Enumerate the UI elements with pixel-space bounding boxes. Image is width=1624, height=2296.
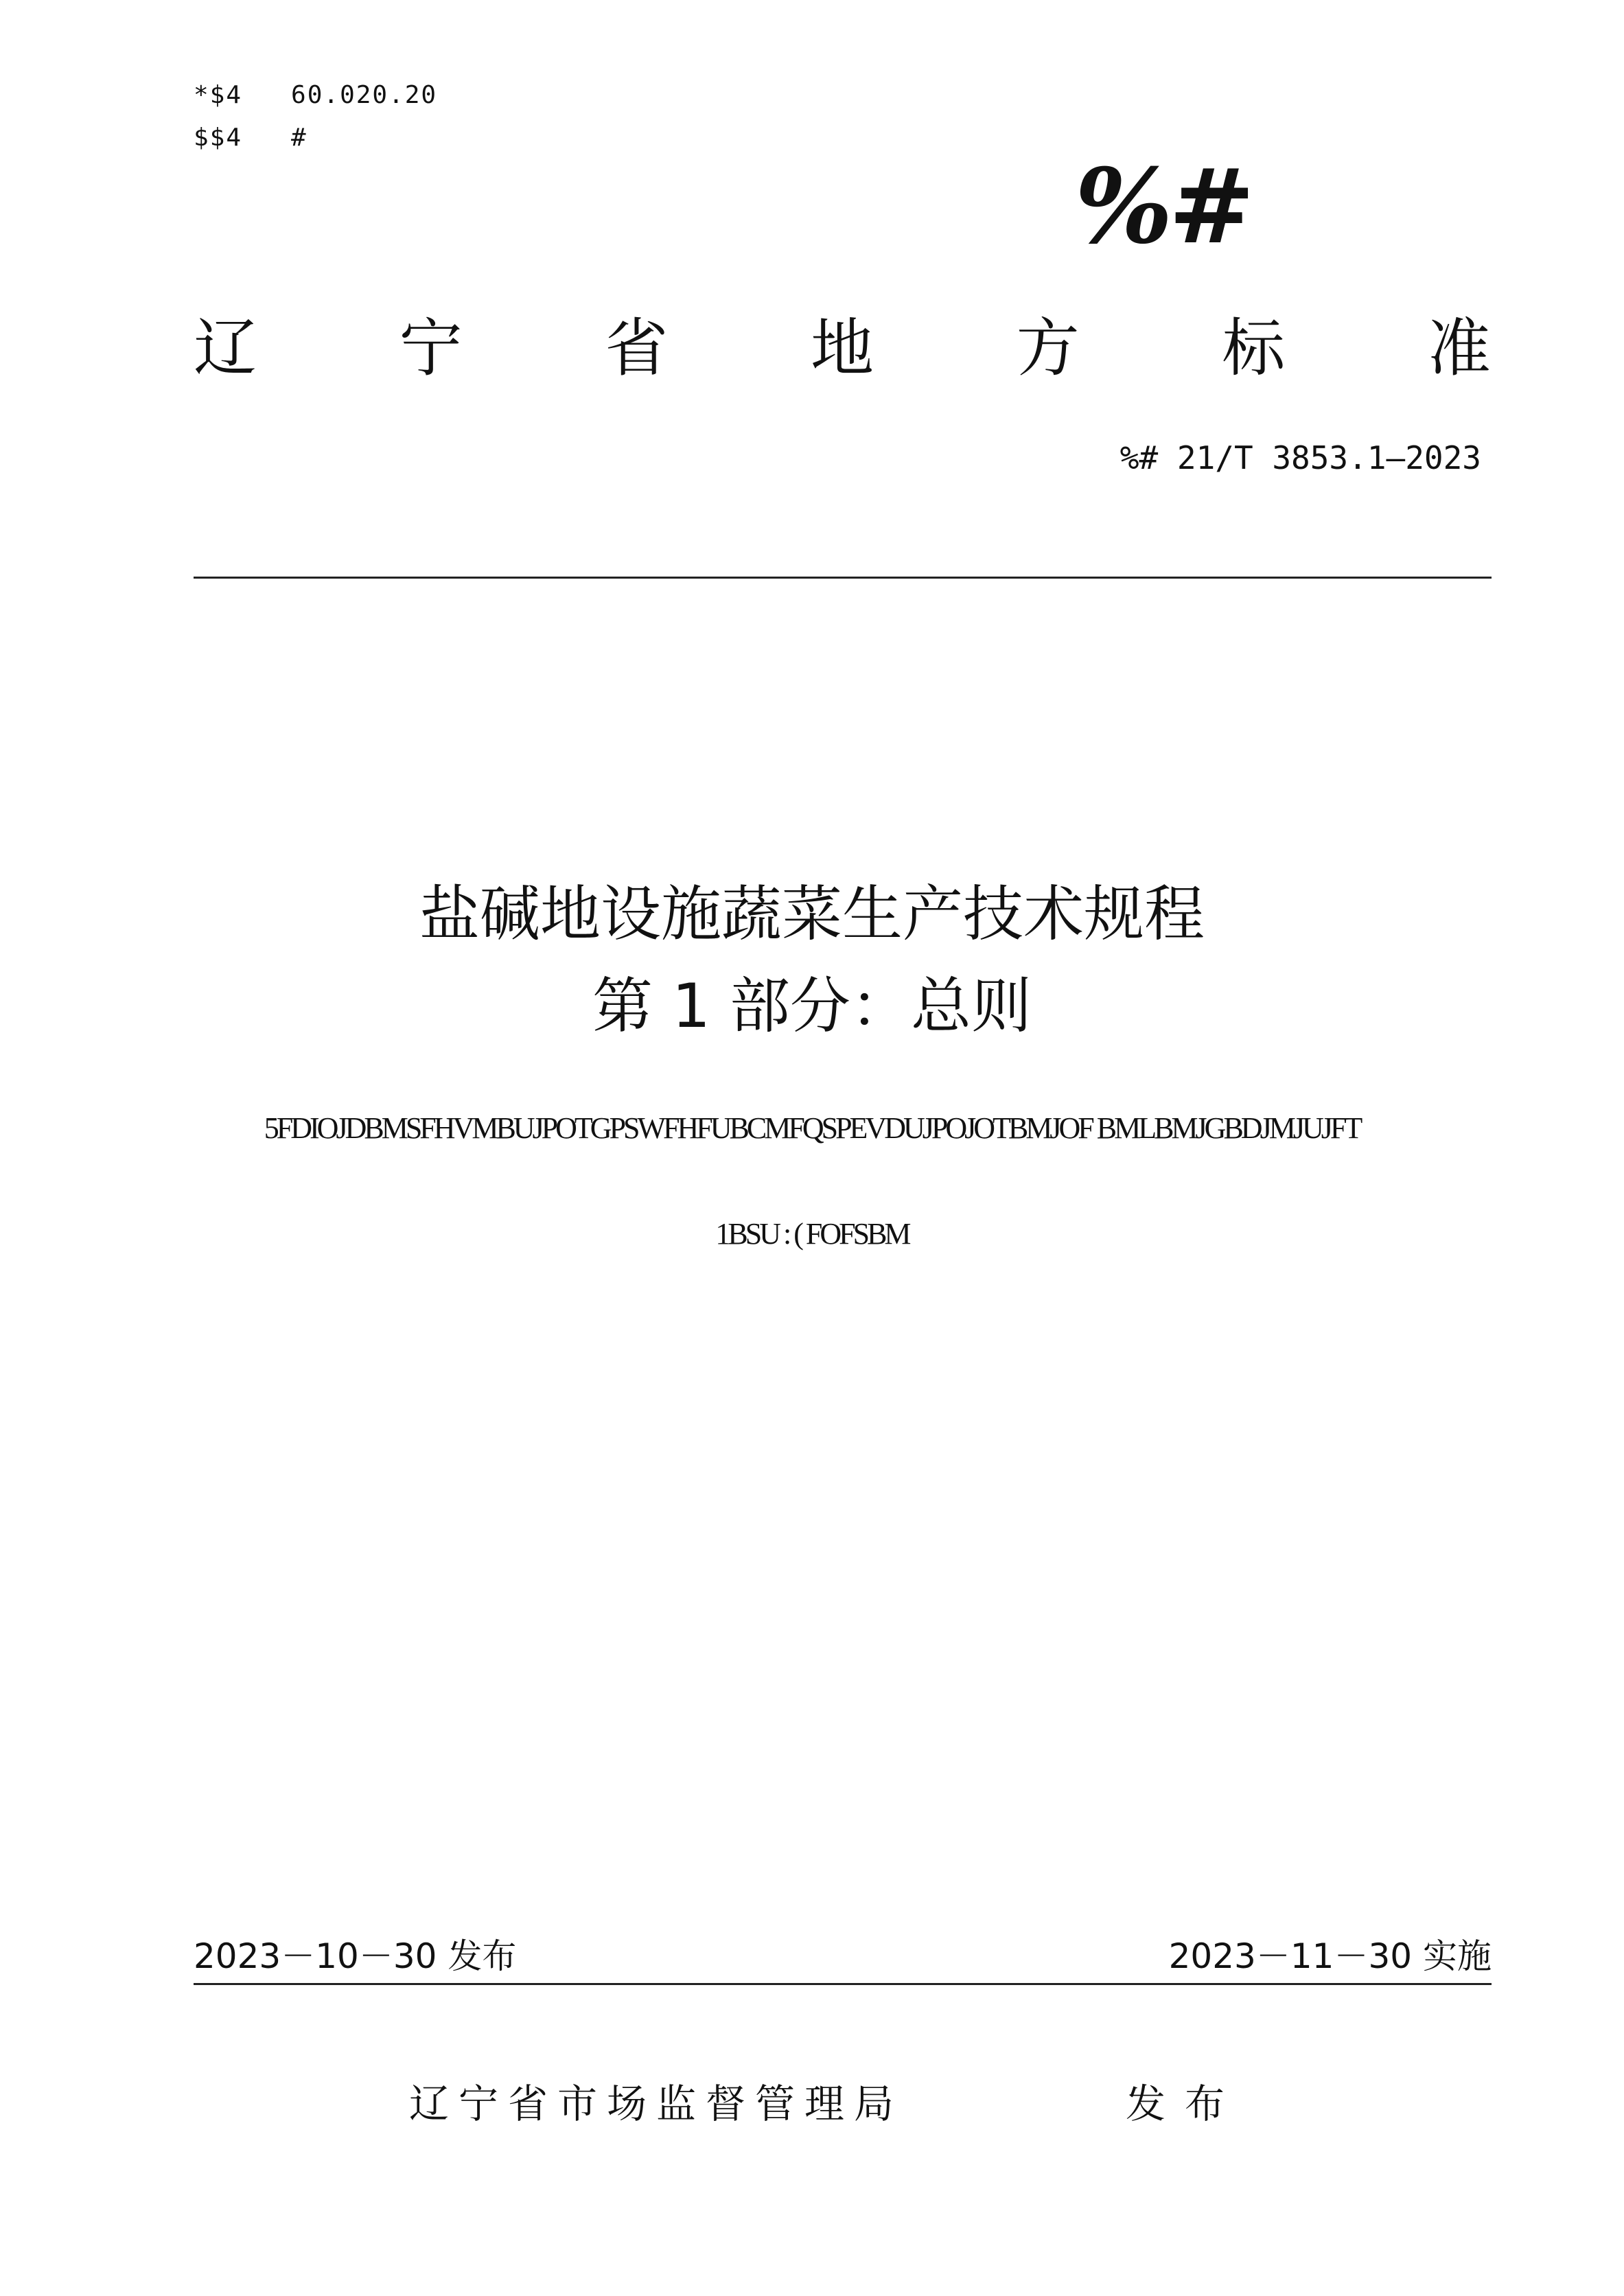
db-standard-logo: %# xyxy=(1075,146,1251,267)
issuing-authority: 辽宁省市场监督管理局 xyxy=(409,2080,904,2127)
english-part-title: 1BSU : ( FOFSBM xyxy=(715,1217,909,1251)
implementation-date: 2023－11－30 实施 xyxy=(1168,1936,1492,1976)
document-title: 盐碱地设施蔬菜生产技术规程 xyxy=(419,879,1205,949)
standard-type-heading xyxy=(194,312,1491,385)
issue-date: 2023－10－30 发布 xyxy=(194,1936,517,1976)
standard-type-char: 标 xyxy=(1222,312,1286,385)
standard-type-char: 省 xyxy=(605,312,669,385)
standard-type-char: 辽 xyxy=(194,312,257,385)
standard-type-char: 宁 xyxy=(399,312,463,385)
english-title: 5FDIOJDBMSFHVMBUJPOTGPSWFHFUBCMFQSPEVDUJPOJOTBMJOF BMLBMJGBDJMJUJFT xyxy=(264,1111,1360,1145)
standard-number: %# 21/T 3853.1—2023 xyxy=(1120,439,1481,476)
top-divider xyxy=(194,577,1492,579)
standard-type-char: 方 xyxy=(1016,312,1080,385)
bottom-divider xyxy=(194,1983,1492,1985)
standard-type-char: 准 xyxy=(1427,312,1491,385)
standard-type-char: 地 xyxy=(810,312,874,385)
ics-code: *$4 60.020.20 xyxy=(194,81,438,109)
issue-label: 发布 xyxy=(1126,2080,1244,2127)
document-subtitle: 第 1 部分：总则 xyxy=(592,971,1032,1041)
ccs-code: $$4 # xyxy=(194,124,308,152)
